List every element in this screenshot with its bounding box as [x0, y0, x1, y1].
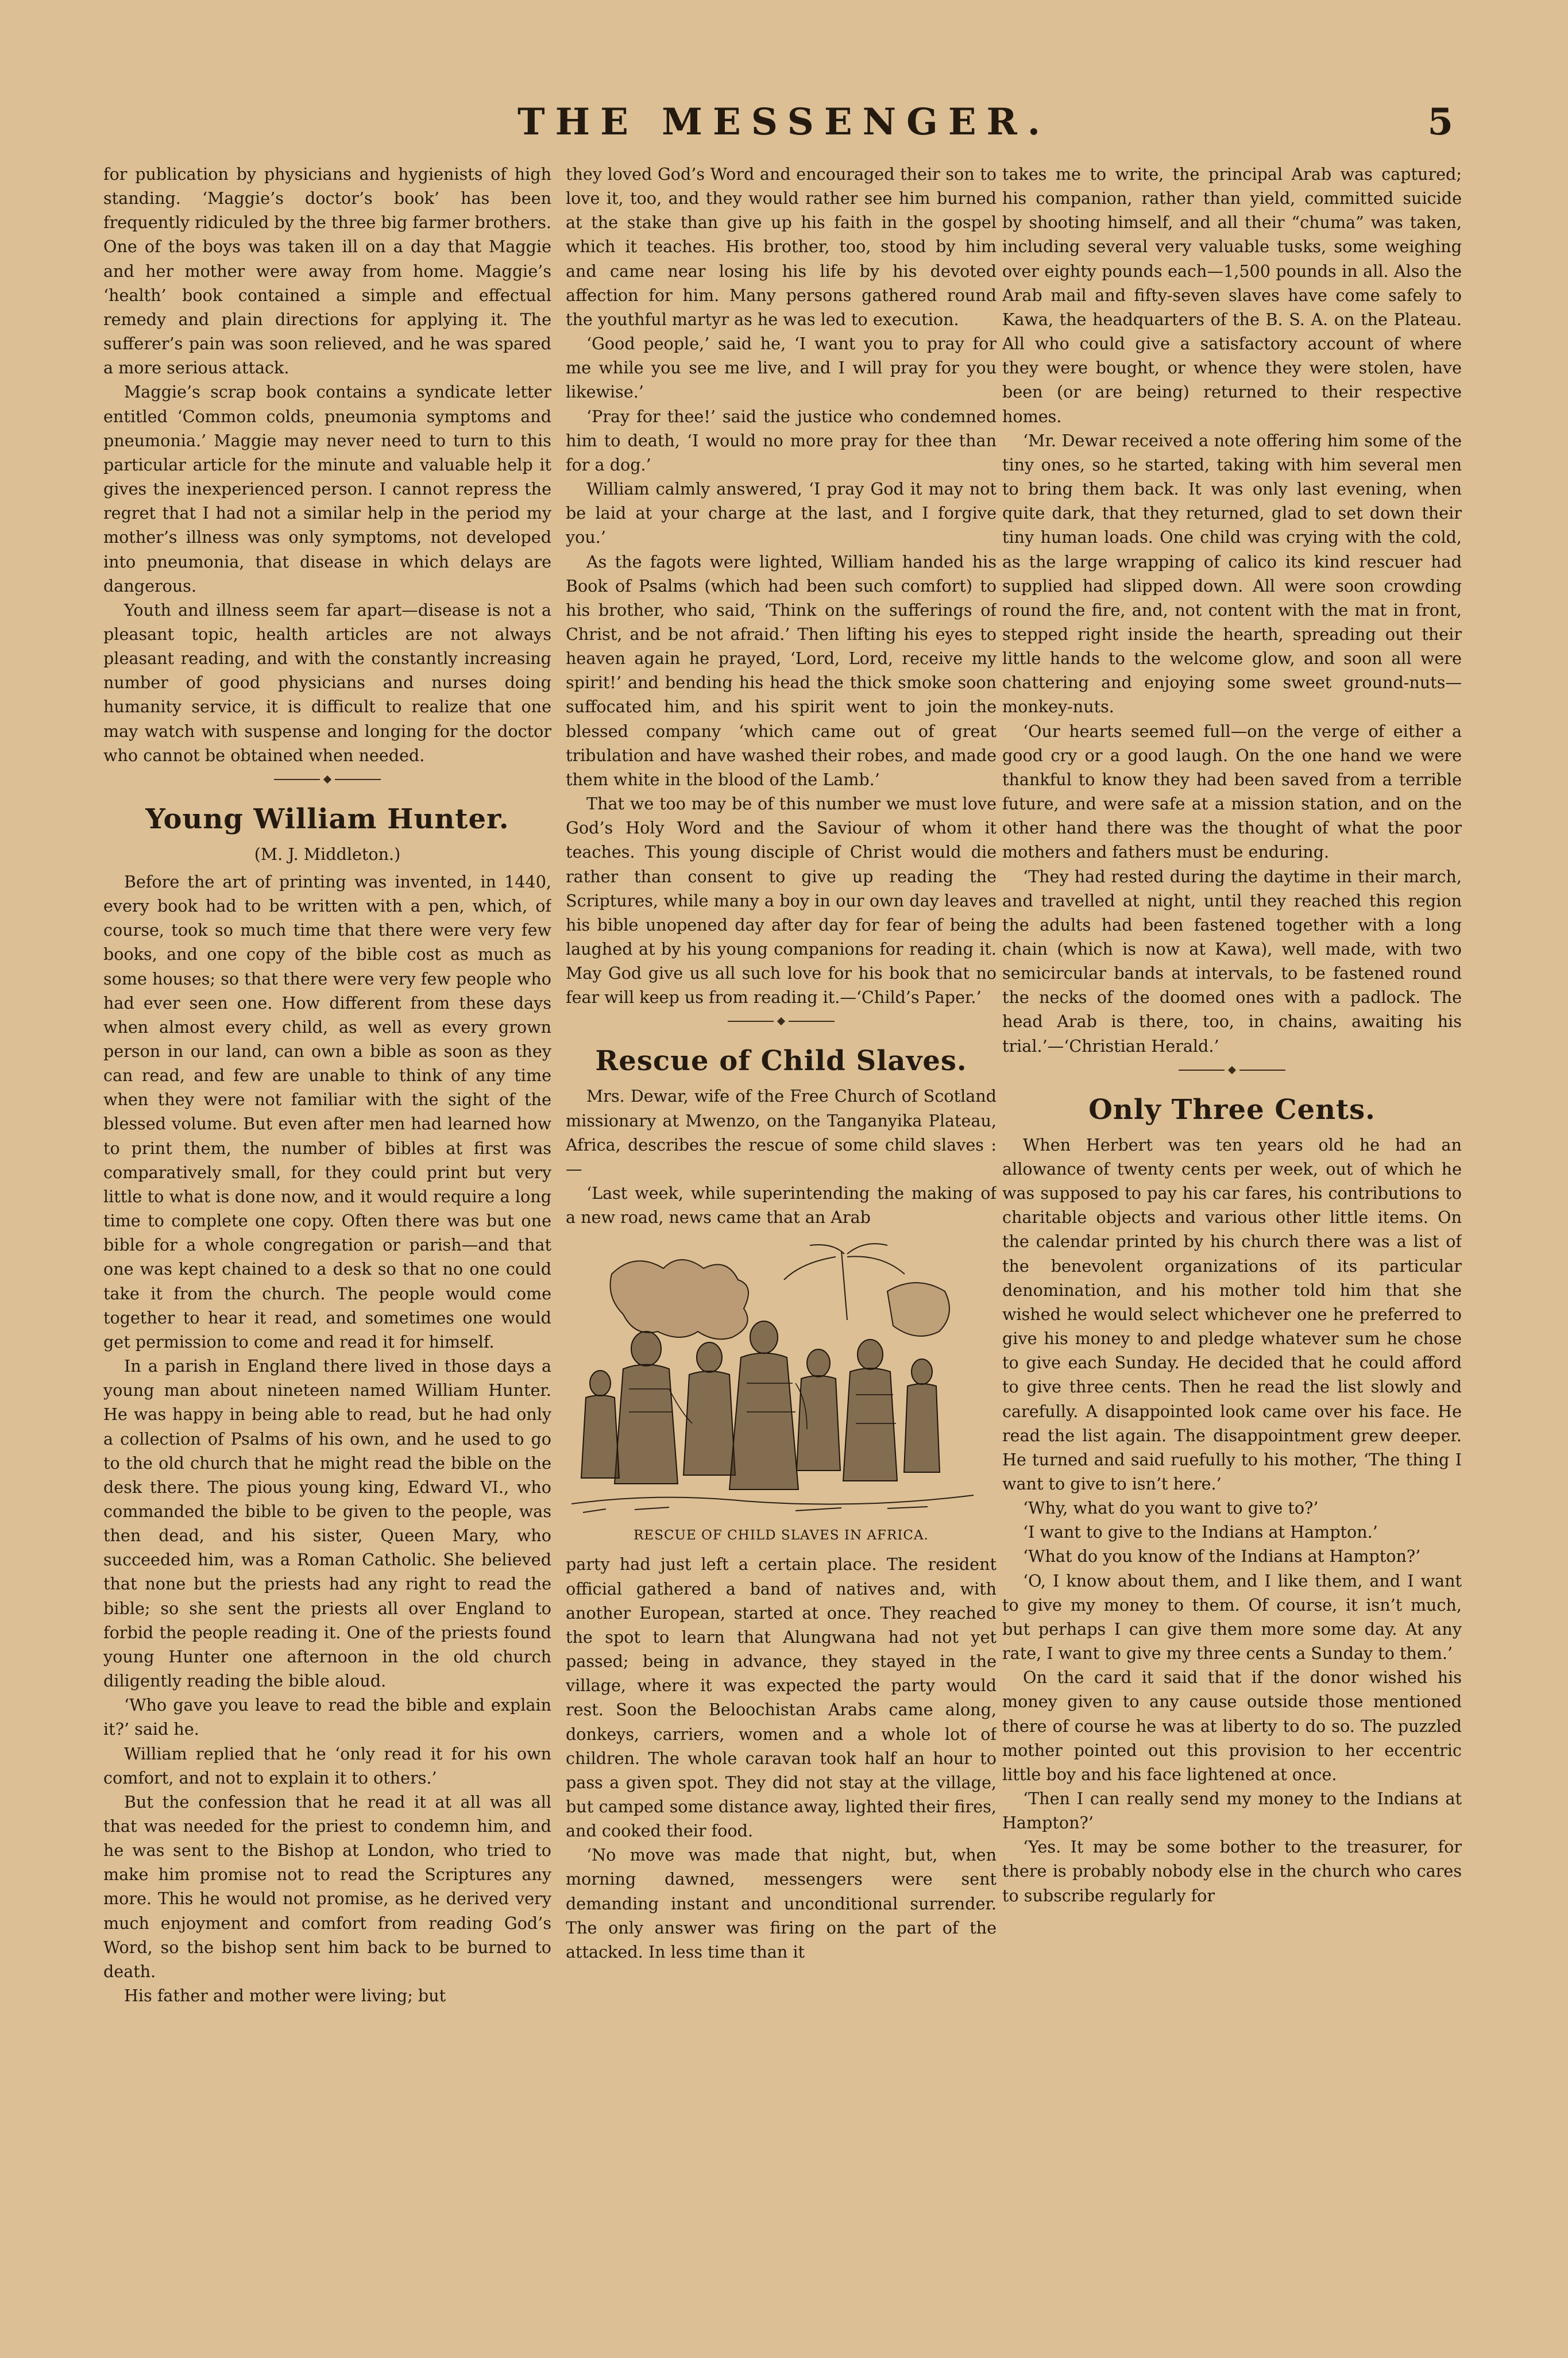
article-paragraph: ‘Why, what do you want to give to?’: [1023, 1498, 1319, 1518]
article-paragraph: ‘No move was made that night, but, when morning dawned, messengers were sent demanding instant and unconditional surrender. The only answer was firing on the part of the attacked. In less time than it: [566, 1845, 997, 1962]
article-paragraph: ‘Who gave you leave to read the bible and explain it?’ said he.: [103, 1695, 551, 1739]
article-paragraph: ‘Pray for thee!’ said the justice who condemned him to death, ‘I would no more pray for thee than for a dog.’: [566, 406, 997, 474]
column-2: [566, 162, 997, 2276]
article-paragraph: ‘Yes. It may be some bother to the treasurer, for there is probably nobody else in the church who cares to subscribe regularly for: [1002, 1837, 1462, 1905]
illustration-rescue-engraving: [566, 1240, 979, 1521]
column-1: [103, 162, 551, 2276]
article-paragraph: That we too may be of this number we must love God’s Holy Word and the Saviour of whom it teaches. This young disciple of Christ would die rather than consent to give up reading the Scriptures, while many a boy in our own day leaves his bible unopened day after day for fear of being laughed at by his young companions for reading it. May God give us all such love for his book that no fear will keep us from reading it.—‘Child’s Paper.’: [566, 794, 997, 1008]
headline-only-three-cents: Only Three Cents.: [1088, 1093, 1376, 1126]
article-paragraph: Mrs. Dewar, wife of the Free Church of Scotland missionary at Mwenzo, on the Tanganyika Plateau, Africa, describes the rescue of some child slaves :—: [566, 1086, 997, 1179]
article-paragraph: In a parish in England there lived in those days a young man about nineteen named William Hunter. He was happy in being able to read, but he had only a collection of Psalms of his own, and he used to go to the old church that he might read the bible on the desk there. The pious young king, Edward VI., who commanded the bible to be given to the people, was then dead, and his sister, Queen Mary, who succeeded him, was a Roman Catholic. She believed that none but the priests had any right to read the bible; so she sent the priests all over England to forbid the people reading it. One of the priests found young Hunter one afternoon in the old church diligently reading the bible aloud.: [103, 1356, 551, 1691]
article-paragraph: for publication by physicians and hygienists of high standing. ‘Maggie’s doctor’s book’ has been frequently ridiculed by the three big farmer brothers. One of the boys was taken ill on a day that Maggie and her mother were away from home. Maggie’s ‘health’ book contained a simple and effectual remedy and plain directions for applying it. The sufferer’s pain was soon relieved, and he was spared a more serious attack.: [103, 164, 551, 378]
headline-rescue-of-child-slaves: Rescue of Child Slaves.: [595, 1045, 967, 1078]
article-paragraph: takes me to write, the principal Arab was captured; his companion, rather than yield, committed suicide by shooting himself, and all their “chuma” was taken, including several very valuable tusks, some weighing over eighty pounds each—1,500 pounds in all. Also the Arab mail and fifty-seven slaves have come safely to Kawa, the headquarters of the B. S. A. on the Plateau. All who could give a satisfactory account of where they were bought, or whence they were stolen, have been (or are being) returned to their respective homes.: [1002, 164, 1462, 426]
article-paragraph: ‘What do you know of the Indians at Hampton?’: [1023, 1546, 1421, 1566]
illustration-caption: RESCUE OF CHILD SLAVES IN AFRICA.: [634, 1528, 929, 1543]
article-paragraph: ‘Last week, while superintending the making of a new road, news came that an Arab: [566, 1183, 997, 1228]
author-byline: (M. J. Middleton.): [254, 844, 401, 864]
section-divider: [103, 777, 551, 782]
article-paragraph: party had just left a certain place. The resident official gathered a band of natives and, with another European, started at once. They reached the spot to learn that Alungwana had not yet passed; being in advance, they stayed in the village, where it was expected the party would rest. Soon the Beloochistan Arabs came along, donkeys, carriers, women and a whole lot of children. The whole caravan took half an hour to pass a given spot. They did not stay at the village, but camped some distance away, lighted their fires, and cooked their food.: [566, 1554, 997, 1841]
article-paragraph: ‘Good people,’ said he, ‘I want you to pray for me while you see me live, and I will pray for you likewise.’: [566, 334, 997, 402]
article-paragraph: ‘I want to give to the Indians at Hampton.’: [1023, 1522, 1378, 1542]
article-paragraph: When Herbert was ten years old he had an allowance of twenty cents per week, out of which he was supposed to pay his car fares, his contributions to charitable objects and various other little items. On the calendar printed by his church there was a list of the benevolent organizations of its particular denomination, and his mother told him that she wished he would select whichever one he preferred to give his money to and pledge whatever sum he chose to give each Sunday. He decided that he could afford to give three cents. Then he read the list slowly and carefully. A disappointed look came over his face. He read the list again. The disappointment grew deeper. He turned and said ruefully to his mother, ‘The thing I want to give to isn’t here.’: [1002, 1134, 1462, 1493]
article-paragraph: ‘They had rested during the daytime in their march, and travelled at night, until they reached this region the adults had been fastened together with a long chain (which is now at Kawa), well made, with two semicircular bands at intervals, to be fastened round the necks of the doomed ones with a padlock. The head Arab is there, too, in chains, awaiting his trial.’—‘Christian Herald.’: [1002, 866, 1462, 1056]
article-paragraph: His father and mother were living; but: [124, 1986, 446, 2006]
article-paragraph: they loved God’s Word and encouraged their son to love it, too, and they would rather see him burned at the stake than give up his faith in the gospel which it teaches. His brother, too, stood by him and came near losing his life by his devoted affection for him. Many persons gathered round the youthful martyr as he was led to execution.: [566, 164, 997, 329]
article-paragraph: Youth and illness seem far apart—disease is not a pleasant topic, health articles are not always pleasant reading, and with the constantly increasing number of good physicians and nurses doing humanity service, it is difficult to realize that one may watch with suspense and longing for the doctor who cannot be obtained when needed.: [103, 600, 551, 765]
article-paragraph: William calmly answered, ‘I pray God it may not be laid at your charge at the last, and I forgive you.’: [566, 479, 997, 547]
article-paragraph: As the fagots were lighted, William handed his Book of Psalms (which had been such comfort) to his brother, who said, ‘Think on the sufferings of Christ, and be not afraid.’ Then lifting his eyes to heaven again he prayed, ‘Lord, Lord, receive my spirit!’ and bending his head the thick smoke soon suffocated him, and his spirit went to join the blessed company ‘which came out of great tribulation and have washed their robes, and made them white in the blood of the Lamb.’: [566, 551, 997, 789]
article-paragraph: ‘O, I know about them, and I like them, and I want to give my money to them. Of course, it isn’t much, but perhaps I can give them more some day. At any rate, I want to give my three cents a Sunday to them.’: [1002, 1570, 1462, 1664]
article-paragraph: ‘Our hearts seemed full—on the verge of either a good cry or a good laugh. On the one hand we were thankful to know they had been saved from a terrible future, and were safe at a mission station, and on the other hand there was the thought of what the poor mothers and fathers must be enduring.: [1002, 721, 1462, 862]
headline-young-william-hunter: Young William Hunter.: [145, 802, 509, 835]
article-paragraph: Before the art of printing was invented, in 1440, every book had to be written with a pen, which, of course, took so much time that there were very few books, and one copy of the bible cost as much as some houses; so that there were very few people who had ever seen one. How different from these days when almost every child, as well as every grown person in our land, can own a bible as soon as they can read, and few are unable to think of any time when they were not familiar with the sight of the blessed volume. But even after men had learned how to print them, the number of bibles at first was comparatively small, for they could print but very little to what is done now, and it would require a long time to complete one copy. Often there was but one bible for a whole congregation or parish—and that one was kept chained to a desk so that no one could take it from the church. The people would come together to hear it read, and sometimes one would get permission to come and read it for himself.: [103, 871, 551, 1352]
article-paragraph: On the card it said that if the donor wished his money given to any cause outside those mentioned there of course he was at liberty to do so. The puzzled mother pointed out this provision to her eccentric little boy and his face lightened at once.: [1002, 1668, 1462, 1784]
article-paragraph: William replied that he ‘only read it for his own comfort, and not to explain it to others.’: [103, 1743, 551, 1788]
section-divider: [1002, 1067, 1462, 1073]
page-number: 5: [1427, 101, 1453, 144]
masthead: [0, 101, 1568, 152]
article-paragraph: But the confession that he read it at all was all that was needed for the priest to condemn him, and he was sent to the Bishop at London, who tried to make him promise not to read the Scriptures any more. This he would not promise, as he derived very much enjoyment and comfort from reading God’s Word, so the bishop sent him back to be burned to death.: [103, 1792, 551, 1981]
newspaper-title: THE MESSENGER.: [517, 101, 1051, 144]
section-divider: [566, 1018, 997, 1024]
column-3: [1002, 162, 1462, 2276]
article-paragraph: ‘Then I can really send my money to the Indians at Hampton?’: [1002, 1789, 1462, 1833]
article-paragraph: Maggie’s scrap book contains a syndicate letter entitled ‘Common colds, pneumonia symptoms and pneumonia.’ Maggie may never need to turn to this particular article for the minute and valuable help it gives the inexperienced person. I cannot repress the regret that I had not a similar help in the period my mother’s illness was only symptoms, not developed into pneumonia, that disease in which delays are dangerous.: [103, 382, 551, 596]
article-paragraph: ‘Mr. Dewar received a note offering him some of the tiny ones, so he started, taking with him several men to bring them back. It was only last evening, when quite dark, that they returned, glad to set down their tiny human loads. One child was crying with the cold, as the large wrapping of calico its kind rescuer had supplied had slipped down. All were soon crowding round the fire, and, not content with the mat in front, stepped right inside the hearth, spreading out their little hands to the welcome glow, and soon all were chattering and enjoying some sweet ground-nuts—monkey-nuts.: [1002, 430, 1462, 717]
